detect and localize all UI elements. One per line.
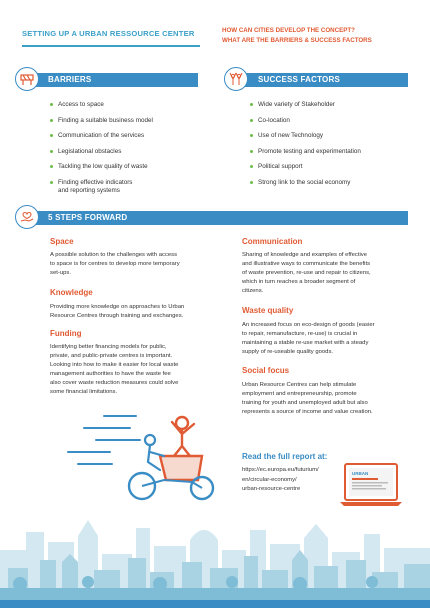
steps-header-bar: [28, 211, 408, 225]
people-raised-arms-icon: [224, 67, 248, 91]
communication-text: Sharing of knowledge and examples of effective and illustrative ways to communicate the benefits of waste prevention, re-use and repair to citizens, which in turn reaches a broader segment of citizens.: [242, 252, 371, 294]
question-line-2: WHAT ARE THE BARRIERS & SUCCESS FACTORS: [222, 37, 372, 44]
social-focus-text: Urban Resource Centres can help stimulate employment and entrepreneurship, promote training for youth and unemployed adult but also represents a source of income and value creation.: [242, 382, 373, 415]
knowledge-text: Providing more knowledge on approaches to Urban Resource Centres through training and exchanges.: [50, 304, 185, 319]
laptop-report-thumbnail: [340, 462, 402, 508]
list-item: Promote testing and experimentation: [250, 148, 361, 164]
list-item: Co-location: [250, 117, 361, 133]
list-item-line: Finding effective indicators: [58, 178, 133, 186]
list-item: Wide variety of Stakeholder: [250, 101, 361, 117]
list-item-line: and reporting systems: [58, 187, 120, 194]
list-item: Tackling the low quality of waste: [50, 163, 153, 179]
funding-text: Identifying better financing models for public, private, and public-private centres is important. Looking into how to make it easier for local waste management authorities to have the waste fee also cover waste reduction measures could solve some financial limitations.: [50, 344, 179, 395]
report-heading: Read the full report at:: [242, 452, 328, 461]
list-item: Strong link to the social economy: [250, 179, 361, 195]
funding-heading: Funding: [50, 329, 82, 338]
list-item: Finding a suitable business model: [50, 117, 153, 133]
list-item: Access to space: [50, 101, 153, 117]
success-title: SUCCESS FACTORS: [258, 75, 340, 84]
space-text: A possible solution to the challenges with access to space is for centres to develop more temporary set-ups.: [50, 252, 180, 276]
report-url[interactable]: https://ec.europa.eu/futurium/ en/circular-economy/ urban-resource-centre: [242, 467, 319, 492]
barriers-header-bar: [28, 73, 198, 87]
header-question: [222, 26, 372, 46]
social-focus-heading: Social focus: [242, 366, 290, 375]
list-item: Legislational obstacles: [50, 148, 153, 164]
success-header-bar: [238, 73, 408, 87]
steps-title: 5 STEPS FORWARD: [48, 213, 128, 222]
list-item: Communication of the services: [50, 132, 153, 148]
hand-heart-icon: [15, 205, 39, 229]
page-title: SETTING UP A URBAN RESSOURCE CENTER: [22, 29, 195, 38]
waste-quality-text: An increased focus on eco-design of goods (easier to repair, remanufacture, re-use) is crucial in maintaining a stable re-use market with a steady supply of re-useable quality goods.: [242, 322, 375, 355]
waste-quality-heading: Waste quality: [242, 306, 294, 315]
space-heading: Space: [50, 237, 74, 246]
list-item: [50, 179, 153, 203]
city-skyline-illustration: [0, 510, 430, 608]
thumbnail-label: URBAN: [352, 471, 369, 476]
title-underline: [22, 45, 200, 47]
barriers-list: [50, 101, 153, 203]
communication-heading: Communication: [242, 237, 303, 246]
barriers-title: BARRIERS: [48, 75, 92, 84]
barrier-icon: [15, 67, 39, 91]
list-item: Use of new Technology: [250, 132, 361, 148]
success-list: [250, 101, 361, 194]
cargo-bike-illustration: [120, 412, 220, 508]
list-item: Political support: [250, 163, 361, 179]
knowledge-heading: Knowledge: [50, 288, 93, 297]
question-line-1: HOW CAN CITIES DEVELOP THE CONCEPT?: [222, 27, 355, 34]
